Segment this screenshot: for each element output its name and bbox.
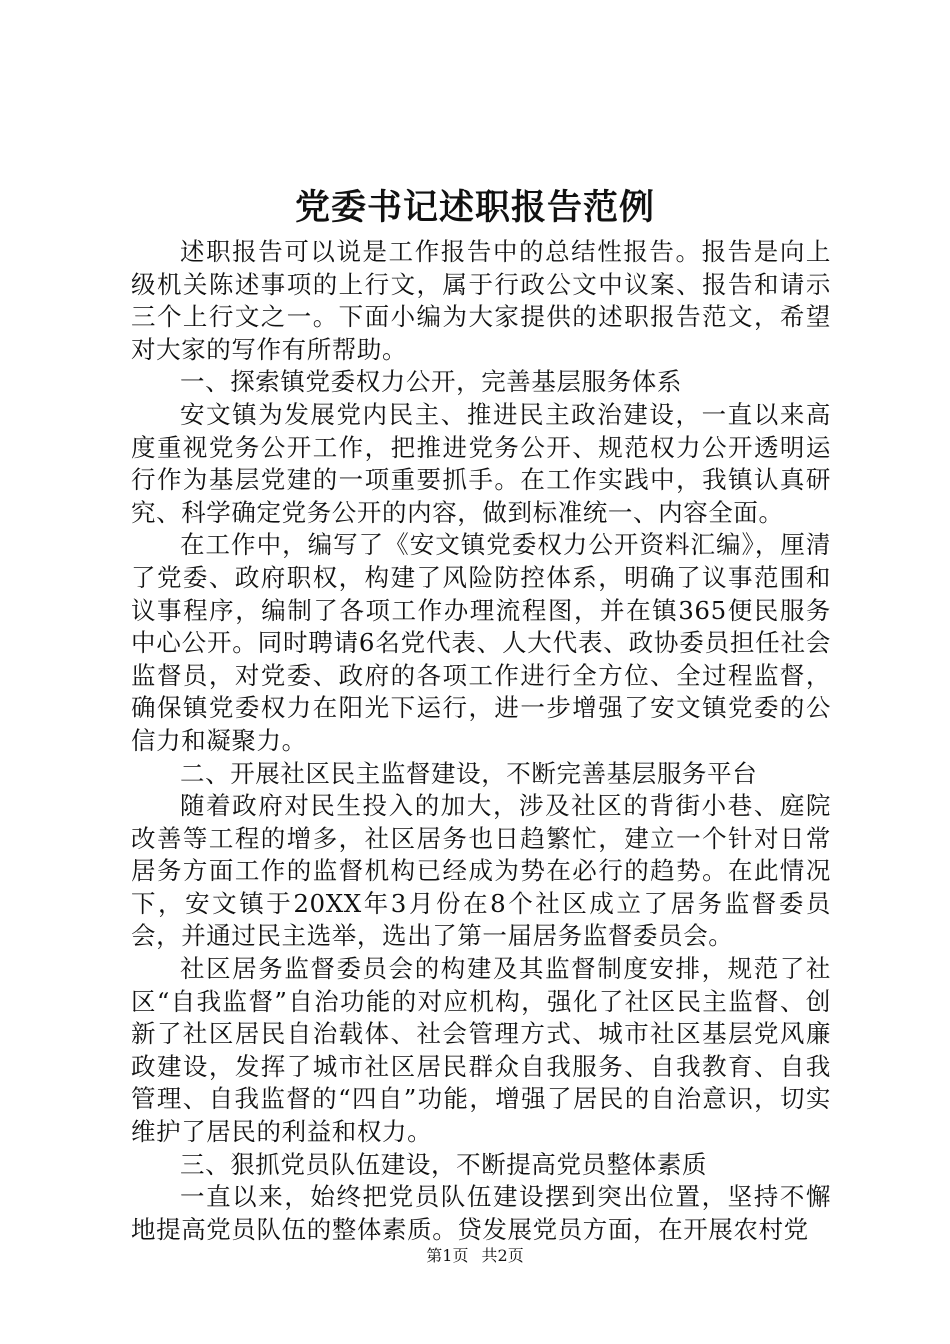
- page-footer: [0, 1245, 950, 1267]
- body-paragraph: 随着政府对民生投入的加大，涉及社区的背街小巷、庭院改善等工程的增多，社区居务也日趋繁忙，建立一个针对日常居务方面工作的监督机构已经成为势在必行的趋势。在此情况下，安文镇于20XX年3月份在8个社区成立了居务监督委员会，并通过民主选举，选出了第一届居务监督委员会。: [131, 791, 831, 951]
- section-heading-2: 二、开展社区民主监督建设，不断完善基层服务平台: [180, 758, 758, 788]
- page-count: 共2页: [481, 1246, 524, 1265]
- document-body: [131, 236, 831, 1246]
- body-paragraph: 安文镇为发展党内民主、推进民主政治建设，一直以来高度重视党务公开工作，把推进党务公开、规范权力公开透明运行作为基层党建的一项重要抓手。在工作实践中，我镇认真研究、科学确定党务公开的内容，做到标准统一、内容全面。: [131, 399, 831, 527]
- page-title: 党委书记述职报告范例: [294, 187, 655, 228]
- body-paragraph: 一直以来，始终把党员队伍建设摆到突出位置，坚持不懈地提高党员队伍的整体素质。贷发展党员方面，在开展农村党: [131, 1182, 831, 1244]
- body-paragraph: 在工作中，编写了《安文镇党委权力公开资料汇编》，厘清了党委、政府职权，构建了风险防控体系，明确了议事范围和议事程序，编制了各项工作办理流程图，并在镇365便民服务中心公开。同时聘请6名党代表、人大代表、政协委员担任社会监督员，对党委、政府的各项工作进行全方位、全过程监督，确保镇党委权力在阳光下运行，进一步增强了安文镇党委的公信力和凝聚力。: [131, 530, 831, 755]
- section-heading-1: 一、探索镇党委权力公开，完善基层服务体系: [180, 367, 682, 397]
- section-heading-3: 三、狠抓党员队伍建设，不断提高党员整体素质: [180, 1149, 708, 1179]
- page-number: 第1页: [426, 1246, 469, 1265]
- intro-paragraph: 述职报告可以说是工作报告中的总结性报告。报告是向上级机关陈述事项的上行文，属于行政公文中议案、报告和请示三个上行文之一。下面小编为大家提供的述职报告范文，希望对大家的写作有所帮助。: [131, 237, 831, 364]
- body-paragraph: 社区居务监督委员会的构建及其监督制度安排，规范了社区“自我监督”自治功能的对应机构，强化了社区民主监督、创新了社区居民自治载体、社会管理方式、城市社区基层党风廉政建设，发挥了城市社区居民群众自我服务、自我教育、自我管理、自我监督的“四自”功能，增强了居民的自治意识，切实维护了居民的利益和权力。: [131, 954, 831, 1147]
